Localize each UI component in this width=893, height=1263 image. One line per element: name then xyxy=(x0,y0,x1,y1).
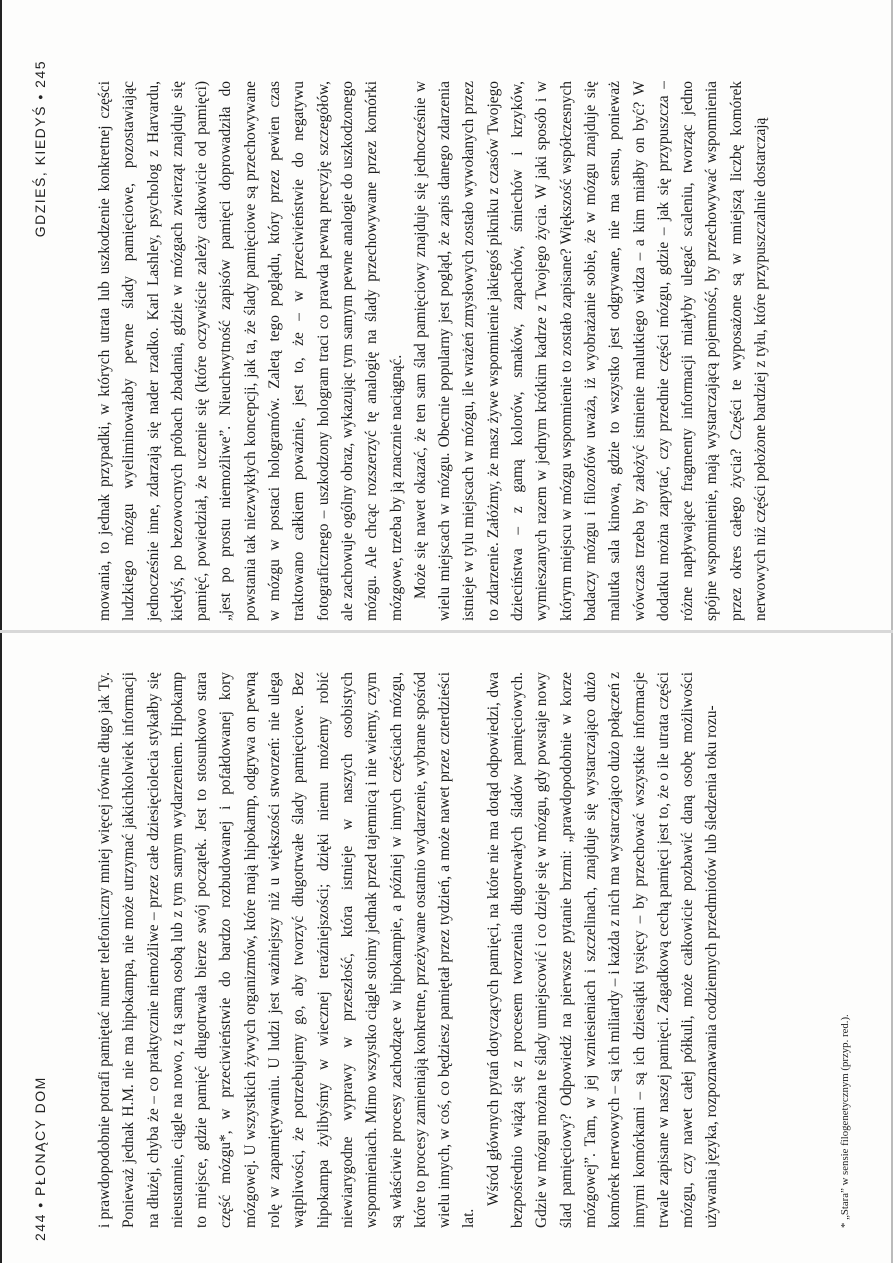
right-running-header: GDZIEŚ, KIEDYŚ • 245 xyxy=(32,60,48,238)
footnote: * „Stara” w sensie filogenetycznym (przyp. red.). xyxy=(839,1014,851,1228)
right-page xyxy=(0,0,893,631)
left-paragraph-2: Wśród głównych pytań dotyczących pamięci, na które nie ma dotąd odpowiedzi, dwa bezpośrednio wiążą się z procesem tworzenia długotrwałych śladów pamięciowych. Gdzie w mózgu można te ślady umiejscowić i co dzieje się w mózgu, gdy powstaje nowy ślad pamięciowy? Odpowiedź na pierwsze pytanie brzmi: „prawdopodobnie w korze mózgowej”. Tam, w jej wzniesieniach i szczelinach, znajduje się wystarczająco dużo komórek nerwowych – są ich miliardy – i każda z nich ma wystarczająco dużo połączeń z innymi komórkami – są ich dziesiątki tysięcy – by przechować wszystkie informacje trwale zapisane w naszej pamięci. Zagadkową cechą pamięci jest to, że o ile utrata części mózgu, czy nawet całej półkuli, może całkowicie pozbawić daną osobę możliwości używania języka, rozpoznawania codziennych przedmiotów lub śledzenia toku rozu- xyxy=(484,672,721,1228)
left-page xyxy=(0,633,893,1263)
right-paragraph-1: mowania, to jednak przypadki, w których utrata lub uszkodzenie konkretnej części ludzkiego mózgu wyeliminowałaby pewne ślady pamięciowe, pozostawiając jednocześnie inne, zdarzają się nader rzadko. Karl Lashley, psycholog z Harvardu, kiedyś, po bezowocnych próbach zbadania, gdzie w mózgach zwierząt znajduje się pamięć, powiedział, że uczenie się (które oczywiście zależy całkowicie od pamięci) „jest po prostu niemożliwe”. Nieuchwytność zapisów pamięci doprowadziła do powstania tak niezwykłych koncepcji, jak ta, że ślady pamięciowe są przechowywane w mózgu w postaci hologramów. Zaletą tego poglądu, który przez pewien czas traktowano całkiem poważnie, jest to, że – w przeciwieństwie do negatywu fotograficznego – uszkodzony hologram traci co prawda pewną precyzję szczegółów, ale zachowuje ogólny obraz, wykazując tym samym pewne analogie do uszkodzonego mózgu. Ale chcąc rozszerzyć tę analogię na ślady przechowywane przez komórki mózgowe, trzeba by ją znacznie naciągnąć. xyxy=(96,81,405,621)
left-running-header: 244 • PŁONĄCY DOM xyxy=(32,1076,48,1241)
right-page-body xyxy=(93,81,773,621)
left-paragraph-1: i prawdopodobnie potrafi pamiętać numer telefoniczny mniej więcej równie długo jak Ty. Ponieważ jednak H.M. nie ma hipokampa, nie może utrzymać jakichkolwiek informacji na dłużej, chyba że – co praktycznie niemożliwe – przez całe dziesięciolecia stykałby się nieustannie, ciągle na nowo, z tą samą osobą lub z tym samym wydarzeniem. Hipokamp to miejsce, gdzie pamięć długotrwała bierze swój początek. Jest to stosunkowo stara część mózgu*, w przeciwieństwie do bardzo rozbudowanej i pofałdowanej kory mózgowej. U wszystkich żywych organizmów, które mają hipokamp, odgrywa on pewną rolę w zapamiętywaniu. U ludzi jest ważniejszy niż u większości stworzeń: nie ulega wątpliwości, że potrzebujemy go, aby tworzyć długotrwałe ślady pamięciowe. Bez hipokampa żylibyśmy w wiecznej teraźniejszości; dzięki niemu możemy robić niewiarygodne wyprawy w przeszłość, która istnieje w naszych osobistych wspomnieniach. Mimo wszystko ciągle stoimy jednak przed tajemnicą i nie wiemy, czym są właściwie procesy zachodzące w hipokampie, a później w innych częściach mózgu, które to procesy zamieniają konkretne, przeżywane ostatnio wydarzenie, wybrane spośród wielu innych, w coś, co będziesz pamiętał przez tydzień, a może nawet przez czterdzieści lat. xyxy=(96,672,478,1228)
right-paragraph-2: Może się nawet okazać, że ten sam ślad pamięciowy znajduje się jednocześnie w wielu miejscach w mózgu. Obecnie popularny jest pogląd, że zapis danego zdarzenia istnieje w tylu miejscach w mózgu, ile wrażeń zmysłowych zostało wywołanych przez to zdarzenie. Załóżmy, że masz żywe wspomnienie jakiegoś pikniku z czasów Twojego dzieciństwa – z gamą kolorów, smaków, zapachów, śmiechów i krzyków, wymieszanych razem w jednym krótkim kadrze z Twojego życia. W jaki sposób i w którym miejscu w mózgu wspomnienie to zostało zapisane? Większość współczesnych badaczy mózgu i filozofów uważa, iż wyobrażanie sobie, że w mózgu znajduje się malutka sala kinowa, gdzie to wszystko jest odgrywane, nie ma sensu, ponieważ wówczas trzeba by założyć istnienie malutkiego widza – a kim miałby on być? W dodatku można zapytać, czy przednie części mózgu, gdzie – jak się przypuszcza – różne napływające fragmenty informacji miałyby ulegać scaleniu, tworząc jedno spójne wspomnienie, mają wystarczającą pojemność, by przechowywać wspomnienia przez okres całego życia? Części te wyposażone są w mniejszą liczbę komórek nerwowych niż części położone bardziej z tyłu, które przypuszczalnie dostarczają xyxy=(411,81,770,621)
left-page-body xyxy=(93,672,725,1228)
